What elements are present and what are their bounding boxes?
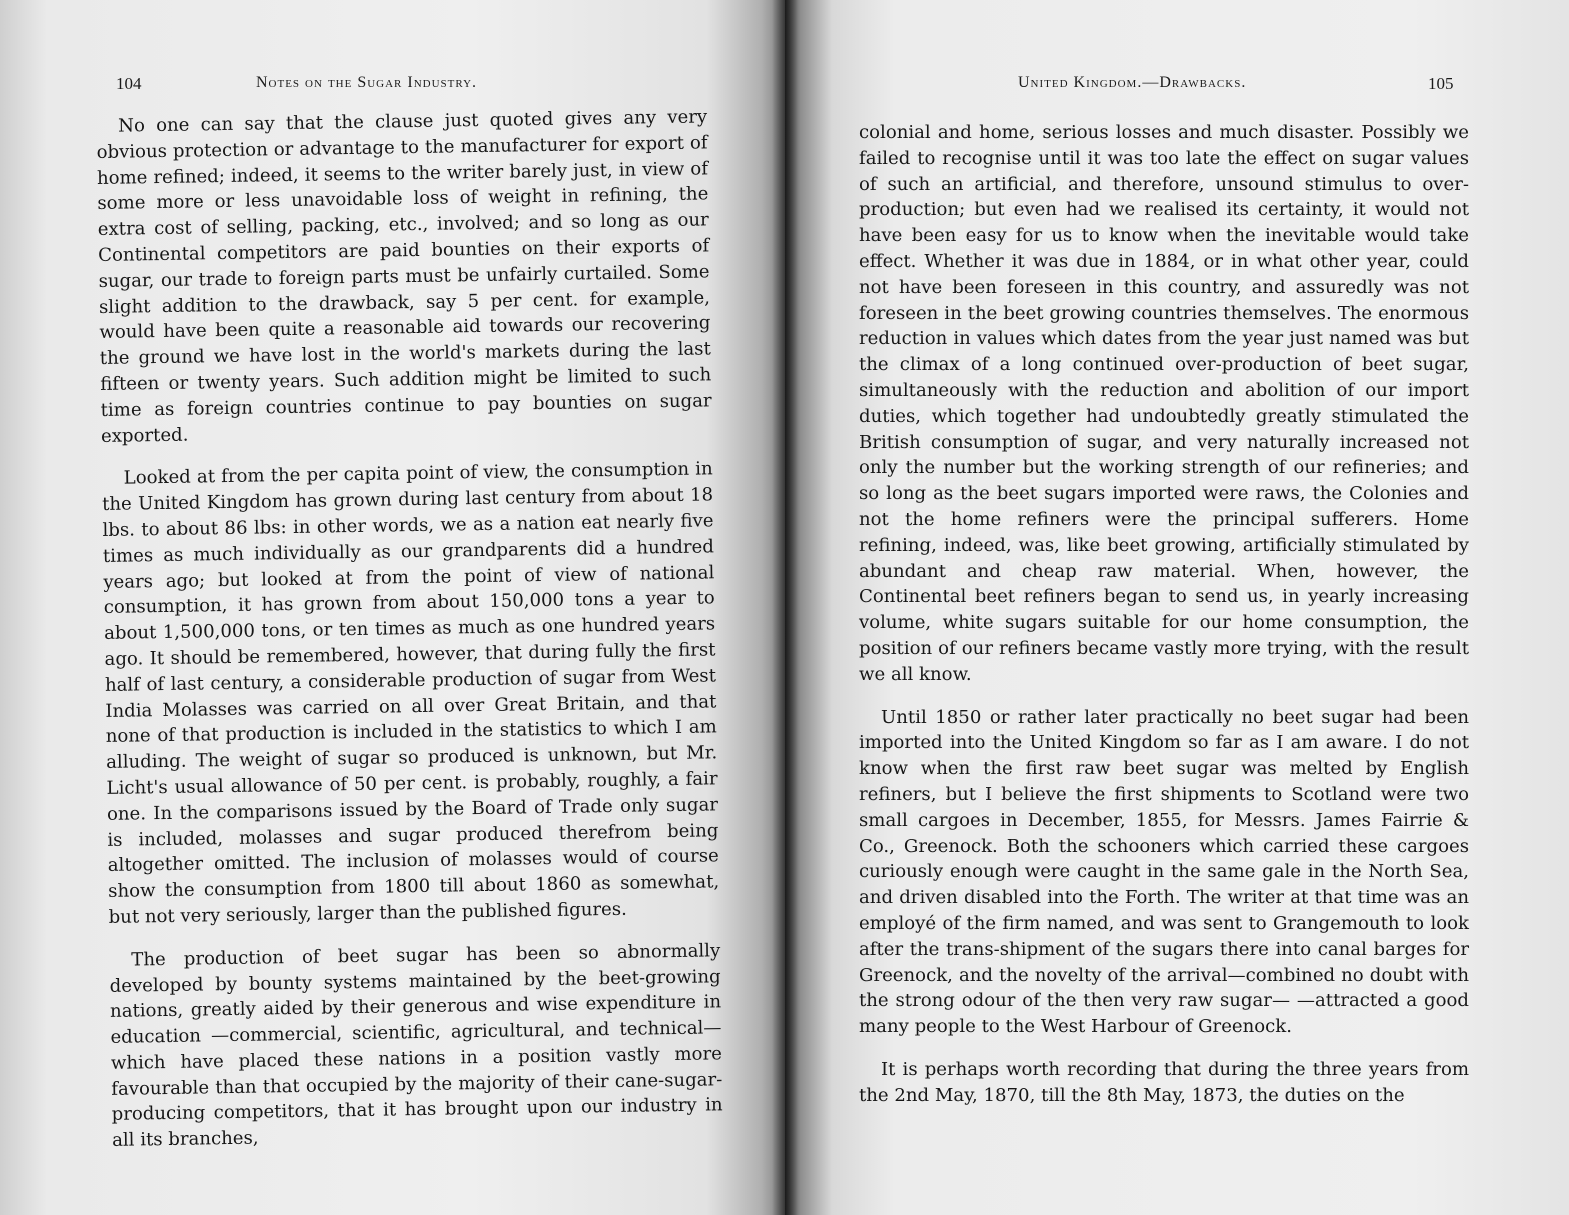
book-gutter-shadow: [772, 0, 798, 1215]
right-paragraph-2: Until 1850 or rather later practically no beet sugar had been imported into the United Kingdom so far as I am aware. I do not know when the first raw beet sugar was melted by English refiners, but I believe the first shipments to Scotland were two small cargoes in December, 1855, for Messrs. James Fairrie & Co., Greenock. Both the schooners which carried these cargoes curiously enough were caught in the same gale in the North Sea, and driven disabled into the Forth. The writer at that time was an employé of the firm named, and was sent to Grangemouth to look after the trans-shipment of the sugars there into canal barges for Greenock, and the novelty of the arrival—combined no doubt with the strong odour of the then very raw sugar— —attracted a good many people to the West Harbour of Greenock.: [859, 706, 1469, 1038]
left-page-number: 104: [116, 74, 142, 93]
left-paragraph-2: Looked at from the per capita point of view, the consumption in the United Kingdom has grown during last century from about 18 lbs. to about 86 lbs: in other words, we as a nation eat nearly five times as much individually as our grandparents did a hundred years ago; but looked at from the point of view of national consumption, it has grown from about 150,000 tons a year to about 1,500,000 tons, or ten times as much as one hundred years ago. It should be remembered, however, that during fully the first half of last century, a considerable production of sugar from West India Molasses was carried on all over Great Britain, and that none of that production is included in the statistics to which I am alluding. The weight of sugar so produced is unknown, but Mr. Licht's usual allowance of 50 per cent. is probably, roughly, a fair one. In the comparisons issued by the Board of Trade only sugar is included, molasses and sugar produced therefrom being altogether omitted. The inclusion of molasses would of course show the consumption from 1800 till about 1860 as somewhat, but not very seriously, larger than the published figures.: [101, 458, 720, 928]
left-page-body: [96, 104, 723, 1154]
left-paragraph-3: The production of beet sugar has been so abnormally developed by bounty systems maintained by the beet-growing nations, greatly aided by their generous and wise expenditure in education —commercial, scientific, agricultural, and technical—which have placed these nations in a position vastly more favourable than that occupied by the majority of their cane-sugar-producing competitors, that it has brought upon our industry in all its branches,: [109, 940, 723, 1152]
right-paragraph-3: It is perhaps worth recording that during the three years from the 2nd May, 1870, till the 8th May, 1873, the duties on the: [859, 1058, 1469, 1106]
right-paragraph-1: colonial and home, serious losses and much disaster. Possibly we failed to recognise until it was too late the effect on sugar values of such an artificial, and therefore, unsound stimulus to over-production; but even had we realised its certainty, it would not have been easy for us to know when the inevitable would take effect. Whether it was due in 1884, or in what other year, could not have been foreseen in this country, and assuredly was not foreseen in the beet growing countries themselves. The enormous reduction in values which dates from the year just named was but the climax of a long continued over-production of beet sugar, simultaneously with the reduction and abolition of our import duties, which together had undoubtedly greatly stimulated the British consumption of sugar, and very naturally increased not only the number but the working strength of our refineries; and so long as the beet sugars imported were raws, the Colonies and not the home refiners were the principal sufferers. Home refining, indeed, was, like beet growing, artificially stimulated by abundant and cheap raw material. When, however, the Continental beet refiners began to send us, in yearly increasing volume, white sugars suitable for our home consumption, the position of our refiners became vastly more trying, with the result we all know.: [859, 122, 1469, 685]
right-running-head: United Kingdom.—Drawbacks.: [1018, 74, 1247, 91]
left-paragraph-1: No one can say that the clause just quoted gives any very obvious protection or advantage to the manufacturer for export of home refined; indeed, it seems to the writer barely just, in view of some more or less unavoidable loss of weight in refining, the extra cost of selling, packing, etc., involved; and so long as our Continental competitors are paid bounties on their exports of sugar, our trade to foreign parts must be unfairly curtailed. Some slight addition to the drawback, say 5 per cent. for example, would have been quite a reasonable aid towards our recovering the ground we have lost in the world's markets during the last fifteen or twenty years. Such addition might be limited to such time as foreign countries continue to pay bounties on sugar exported.: [96, 106, 712, 447]
left-running-head: Notes on the Sugar Industry.: [256, 74, 478, 91]
right-page-body: [859, 120, 1469, 1108]
right-page-number: 105: [1428, 74, 1454, 93]
